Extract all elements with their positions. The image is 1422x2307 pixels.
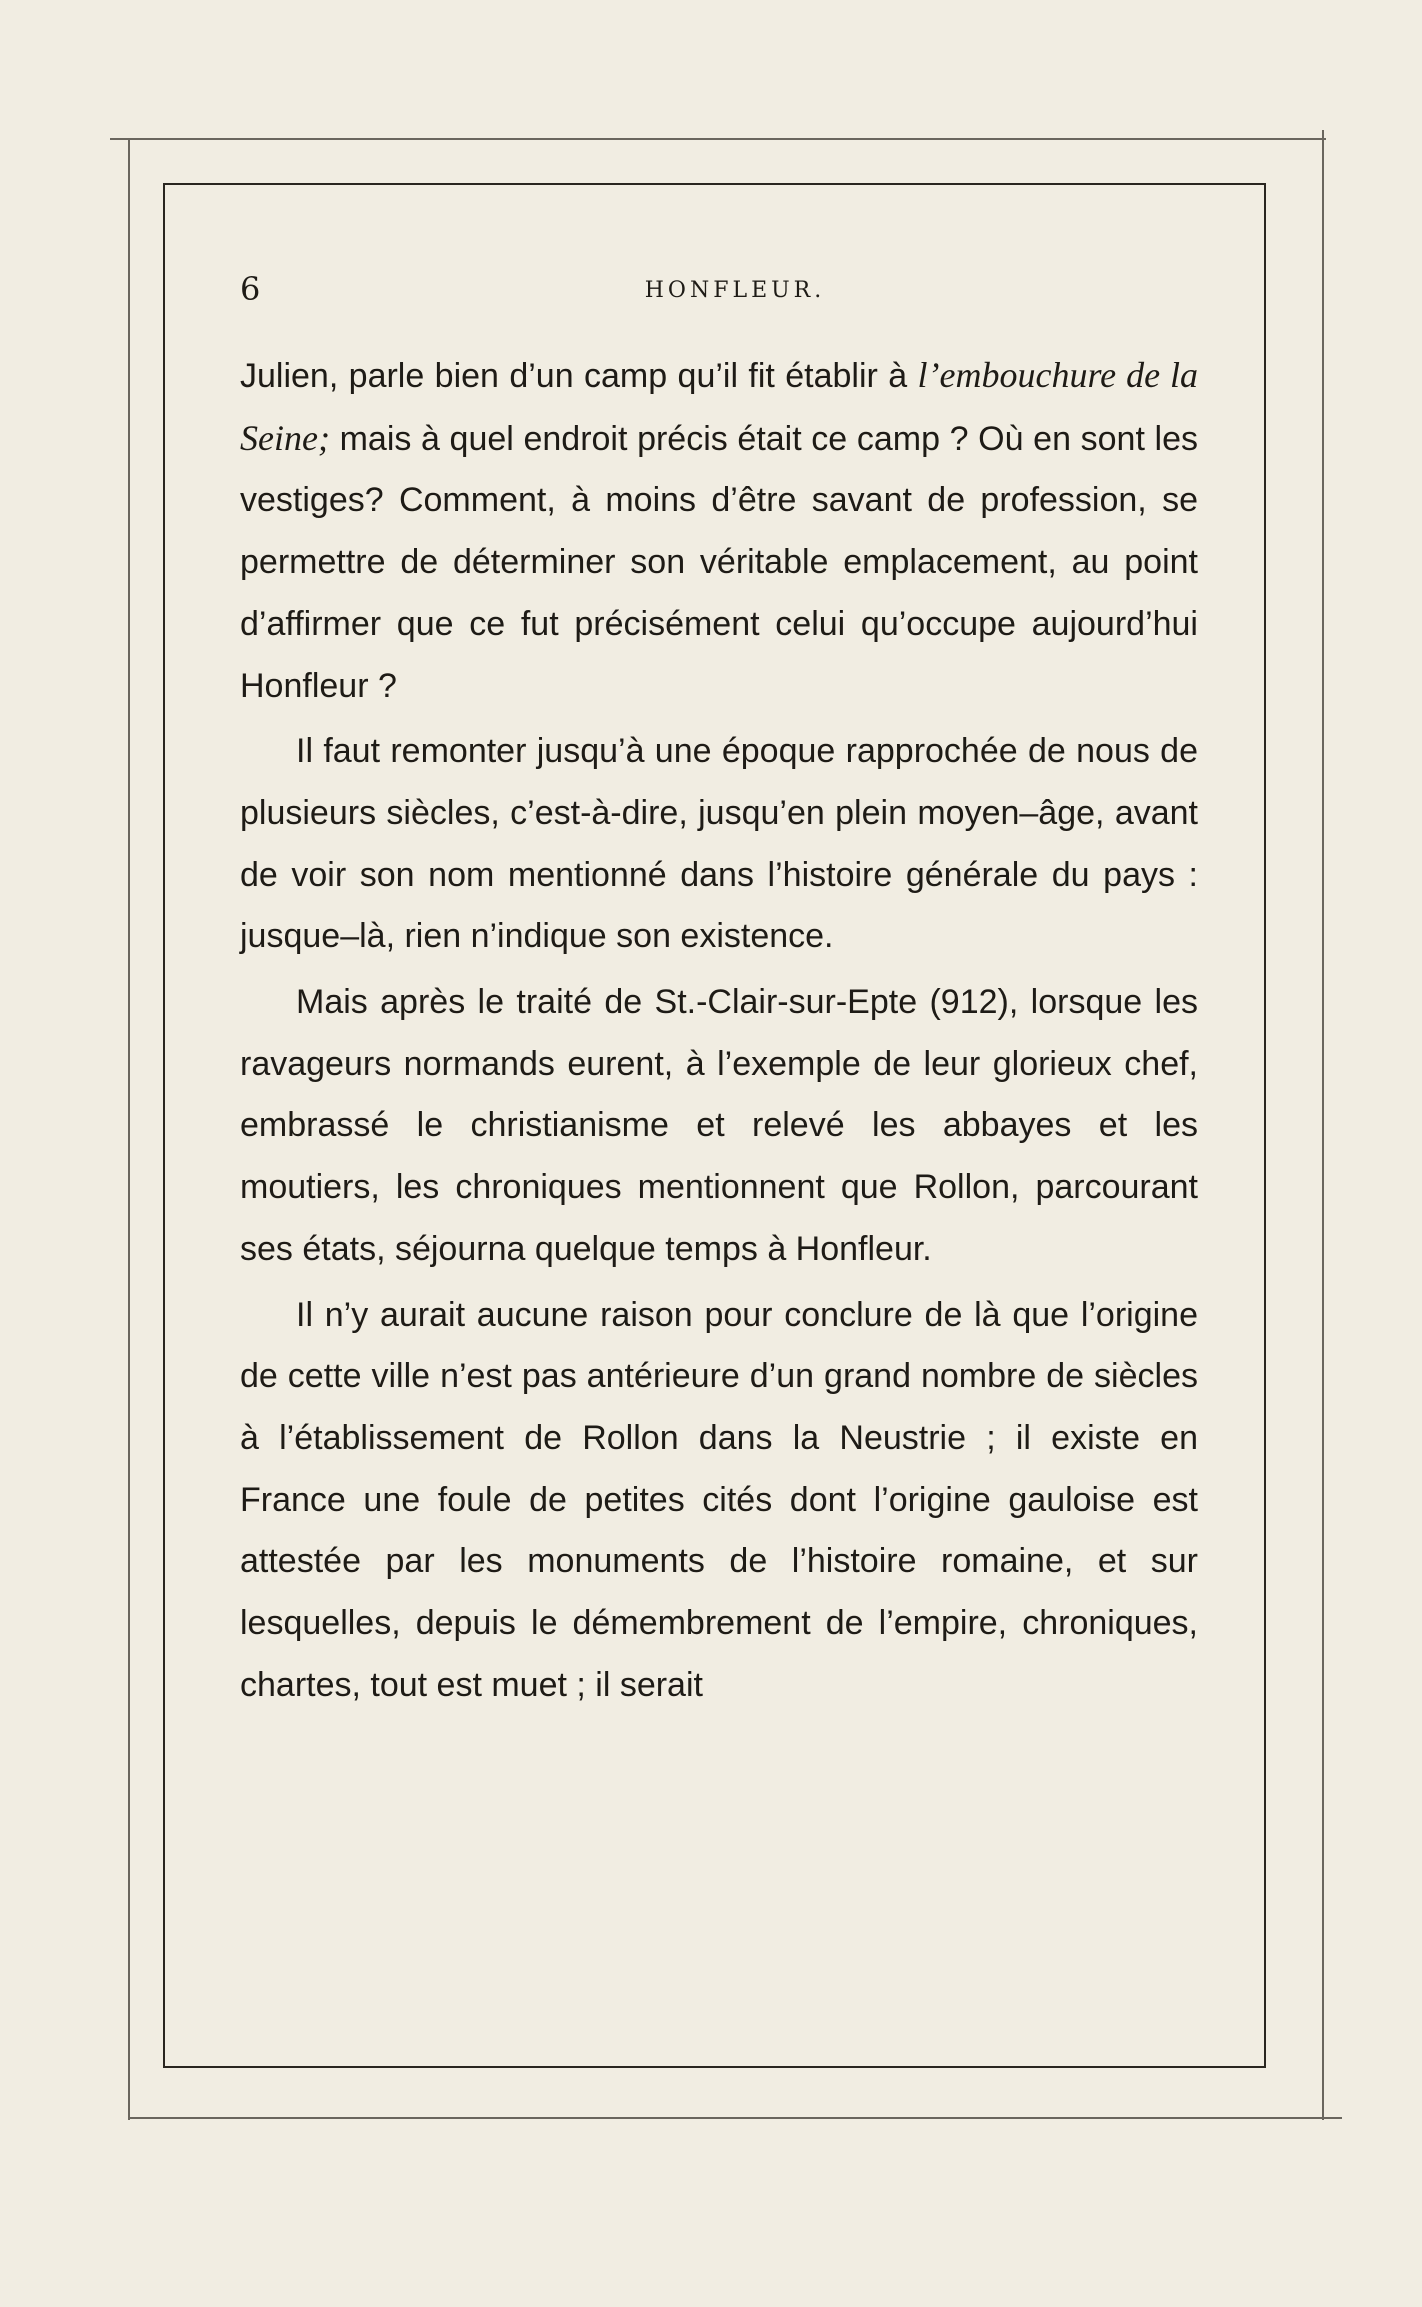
page-number: 6	[240, 270, 261, 308]
emphasis-seine: l’embouchure de la Seine;	[240, 355, 1199, 458]
paragraph-3: Mais après le traité de St.-Clair-sur-Epte (912), lorsque les ravageurs normands eurent, à l’exemple de leur glorieux chef, embrassé le christianisme et relevé les abbayes et les moutiers, les chroniques mentionnent que Rollon, parcourant ses états, séjourna quelque temps à Honfleur.	[240, 983, 1198, 1268]
paragraph-4: Il n’y aurait aucune raison pour conclure de là que l’origine de cette ville n’est pas antérieure d’un grand nombre de siècles à l’établissement de Rollon dans la Neustrie ; il existe en France une foule de petites cités dont l’origine gauloise est attestée par les monuments de l’histoire romaine, et sur lesquelles, depuis le démembrement de l’empire, chroniques, chartes, tout est muet ; il serait	[240, 1295, 1198, 1704]
outer-border-bottom	[130, 2117, 1342, 2119]
paragraph-2: Il faut remonter jusqu’à une époque rapprochée de nous de plusieurs siècles, c’est-à-dire, jusqu’en plein moyen–âge, avant de voir son nom mentionné dans l’histoire générale du pays : jusque–là, rien n’indique son existence.	[240, 732, 1198, 956]
paragraph-1-rest: mais à quel endroit précis était ce camp ? Où en sont les vestiges? Comment, à moins d’être savant de profession, se permettre de déterminer son véritable emplacement, au point d’affirmer que ce fut précisément celui qu’occupe aujourd’hui Honfleur ?	[240, 419, 1198, 705]
running-title: HONFLEUR.	[644, 278, 826, 303]
outer-border-top	[110, 138, 1326, 140]
page-header	[240, 270, 1230, 320]
body-text	[240, 345, 1198, 1720]
paragraph-1	[240, 345, 1198, 717]
outer-border-left	[128, 140, 130, 2120]
paragraph-1-lead: Julien, parle bien d’un camp qu’il fit établir à	[240, 357, 918, 395]
outer-border-right	[1322, 130, 1324, 2120]
